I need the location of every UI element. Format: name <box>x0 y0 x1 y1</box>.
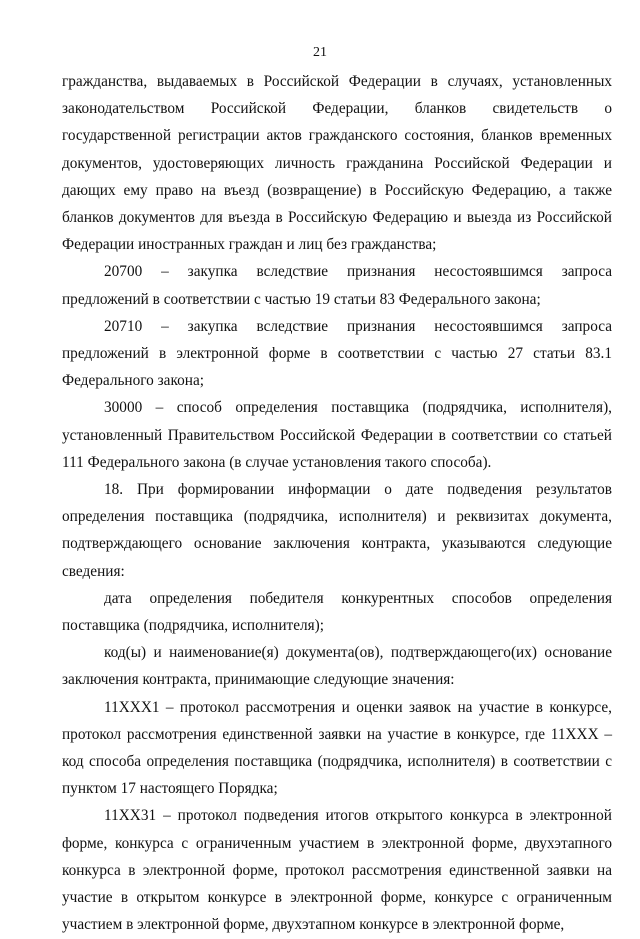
paragraph-code-20700: 20700 – закупка вследствие признания несостоявшимся запроса предложений в соответствии с частью 19 статьи 83 Федерального закона; <box>62 263 612 308</box>
document-body <box>62 68 612 939</box>
paragraph-code-11xxx1: 11ХХХ1 – протокол рассмотрения и оценки заявок на участие в конкурсе, протокол рассмотрения единственной заявки на участие в конкурсе, где 11ХХХ – код способа определения поставщика (подрядчика, исполнителя) в соответствии с пунктом 17 настоящего Порядка; <box>62 698 612 798</box>
page-number: 21 <box>313 45 327 60</box>
paragraph-continuation: гражданства, выдаваемых в Российской Федерации в случаях, установленных законодательством Российской Федерации, бланков свидетельств о государственной регистрации актов гражданского состояния, бланков временных документов, удостоверяющих личность гражданина Российской Федерации и дающих ему право на въезд (возвращение) в Российскую Федерацию, а также бланков документов для въезда в Российскую Федерацию и выезда из Российской Федерации иностранных граждан и лиц без гражданства; <box>62 73 612 254</box>
paragraph-code-11xx31: 11ХХ31 – протокол подведения итогов открытого конкурса в электронной форме, конкурса с ограниченным участием в электронной форме, двухэтапного конкурса в электронной форме, протокол рассмотрения единственной заявки на участие в открытом конкурсе в электронной форме, конкурсе с ограниченным участием в электронной форме, двухэтапном конкурсе в электронной форме, <box>62 807 612 934</box>
paragraph-winner-date: дата определения победителя конкурентных способов определения поставщика (подрядчика, исполнителя); <box>62 589 612 635</box>
paragraph-item-18: 18. При формировании информации о дате подведения результатов определения поставщика (подрядчика, исполнителя) и реквизитах документа, подтверждающего основание заключения контракта, указываются следующие сведения: <box>62 481 612 580</box>
paragraph-document-codes: код(ы) и наименование(я) документа(ов), подтверждающего(их) основание заключения контракта, принимающие следующие значения: <box>62 644 612 689</box>
paragraph-code-20710: 20710 – закупка вследствие признания несостоявшимся запроса предложений в электронной форме в соответствии с частью 27 статьи 83.1 Федерального закона; <box>62 317 612 390</box>
paragraph-code-30000: 30000 – способ определения поставщика (подрядчика, исполнителя), установленный Правительством Российской Федерации в соответствии со статьей 111 Федерального закона (в случае установления такого способа). <box>62 399 612 471</box>
